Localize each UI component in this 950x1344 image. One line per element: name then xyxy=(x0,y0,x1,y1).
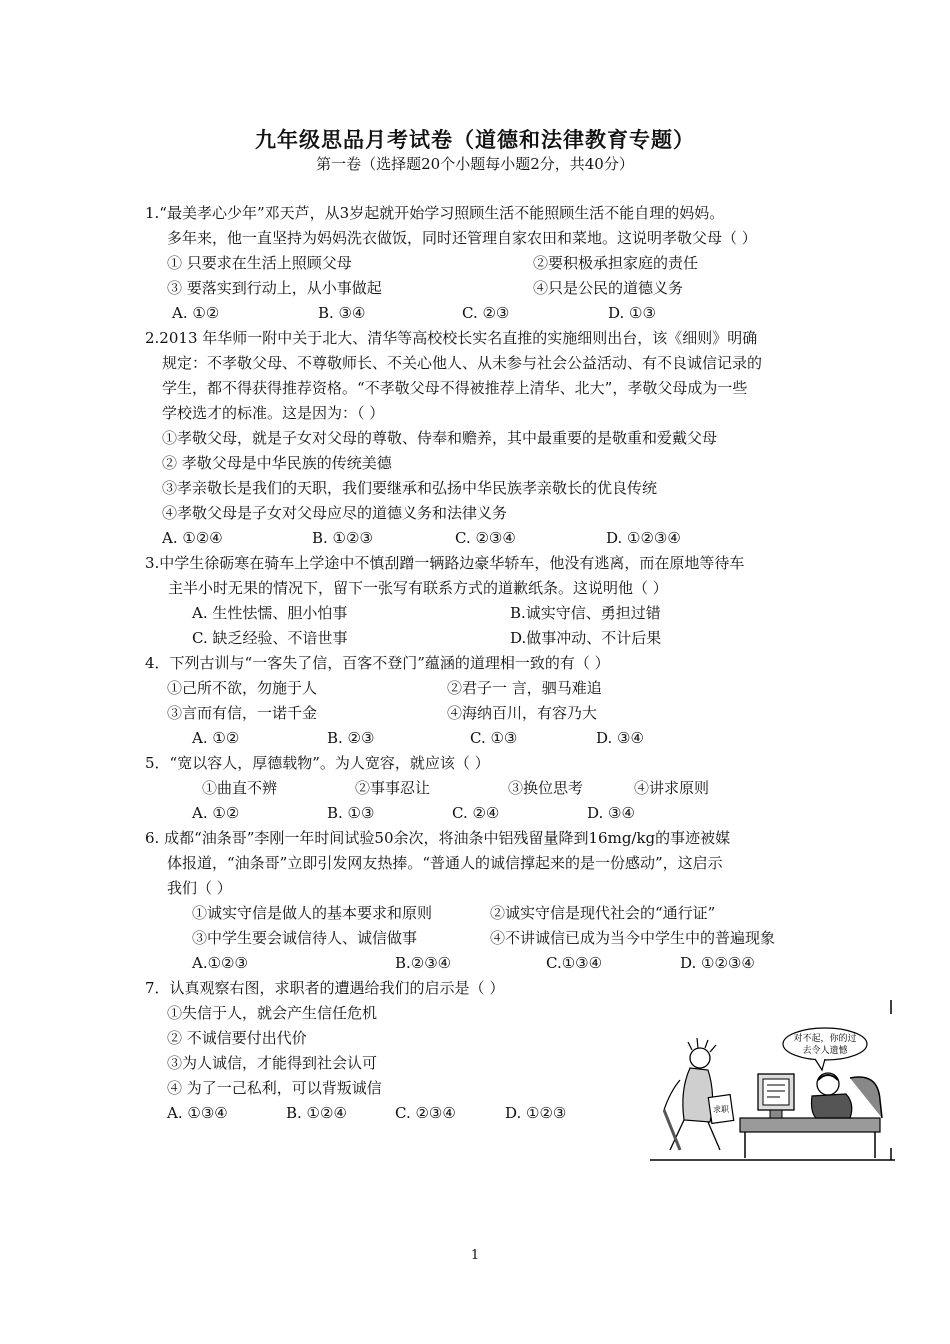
q2-option-2: ② 孝敬父母是中华民族的传统美德 xyxy=(162,454,392,472)
q1-option-1: ① 只要求在生活上照顾父母 xyxy=(167,254,352,272)
q3-stem-line1: 3.中学生徐砺寒在骑车上学途中不慎刮蹭一辆路边豪华轿车，他没有逃离，而在原地等待车 xyxy=(145,554,745,572)
q2-stem-line3: 学生，都不得获得推荐资格。“不孝敬父母不得被推荐上清华、北大”，孝敬父母成为一些 xyxy=(162,379,748,397)
q2-choice-a: A. ①②④ xyxy=(162,529,223,547)
q6-choice-b: B.②③④ xyxy=(395,954,452,972)
q5-stem: 5．“宽以容人，厚德载物”。为人宽容，就应该（ ） xyxy=(145,754,490,772)
q4-option-1: ①己所不欲，勿施于人 xyxy=(167,679,318,697)
q7-option-4: ④ 为了一己私利，可以背叛诚信 xyxy=(167,1079,382,1097)
q4-choice-b: B. ②③ xyxy=(327,729,375,747)
q2-option-1: ①孝敬父母，就是子女对父母的尊敬、侍奉和赡养，其中最重要的是敬重和爱戴父母 xyxy=(162,429,718,447)
q6-choice-a: A.①②③ xyxy=(192,954,248,972)
q6-stem-line1: 6. 成都“油条哥”李刚一年时间试验50余次，将油条中铝残留量降到16mg/kg的事迹被媒 xyxy=(145,829,731,847)
q3-choice-b: B.诚实守信、勇担过错 xyxy=(510,604,661,622)
q6-stem-line2: 体报道，“油条哥”立即引发网友热捧。“普通人的诚信撑起来的是一份感动”，这启示 xyxy=(167,854,723,872)
q4-option-4: ④海纳百川，有容乃大 xyxy=(447,704,598,722)
q7-choice-b: B. ①②④ xyxy=(286,1104,347,1122)
q4-option-2: ②君子一 言，驷马难追 xyxy=(447,679,602,697)
q6-choice-d: D. ①②③④ xyxy=(680,954,755,972)
q2-choice-b: B. ①②③ xyxy=(312,529,373,547)
page-number: 1 xyxy=(470,1248,480,1263)
q4-option-3: ③言而有信，一诺千金 xyxy=(167,704,318,722)
q2-stem-line4: 学校选才的标准。这是因为：（ ） xyxy=(162,404,385,422)
q3-choice-d: D.做事冲动、不计后果 xyxy=(510,629,662,647)
q1-stem-line1: 1.“最美孝心少年”邓天芦，从3岁起就开始学习照顾生活不能照顾生活不能自理的妈妈。 xyxy=(145,204,725,222)
q6-stem-line3: 我们（ ） xyxy=(167,879,232,897)
q5-option-3: ③换位思考 xyxy=(508,779,584,797)
q5-choice-a: A. ①② xyxy=(192,804,240,822)
q2-option-4: ④孝敬父母是子女对父母应尽的道德义务和法律义务 xyxy=(162,504,508,522)
exam-subtitle: 第一卷（选择题20个小题每小题2分，共40分） xyxy=(316,155,634,173)
q1-option-3: ③ 要落实到行动上，从小事做起 xyxy=(167,279,382,297)
q6-option-3: ③中学生要会诚信待人、诚信做事 xyxy=(192,929,418,947)
q3-stem-line2: 主半小时无果的情况下，留下一张写有联系方式的道歉纸条。这说明他（ ） xyxy=(168,579,668,597)
q1-choice-a: A. ①② xyxy=(172,304,220,322)
q4-choice-d: D. ③④ xyxy=(596,729,644,747)
q1-choice-b: B. ③④ xyxy=(318,304,366,322)
q2-choice-d: D. ①②③④ xyxy=(606,529,681,547)
q7-option-2: ② 不诚信要付出代价 xyxy=(167,1029,307,1047)
q7-choice-a: A. ①③④ xyxy=(167,1104,228,1122)
q7-option-3: ③为人诚信，才能得到社会认可 xyxy=(167,1054,378,1072)
q4-stem: 4．下列古训与“一客失了信，百客不登门”蕴涵的道理相一致的有（ ） xyxy=(145,654,610,672)
q4-choice-a: A. ①② xyxy=(192,729,240,747)
q6-option-1: ①诚实守信是做人的基本要求和原则 xyxy=(192,904,433,922)
q2-option-3: ③孝亲敬长是我们的天职，我们要继承和弘扬中华民族孝亲敬长的优良传统 xyxy=(162,479,658,497)
q1-option-4: ④只是公民的道德义务 xyxy=(533,279,684,297)
q7-choice-d: D. ①②③ xyxy=(505,1104,567,1122)
q4-choice-c: C. ①③ xyxy=(470,729,518,747)
q5-choice-d: D. ③④ xyxy=(587,804,635,822)
q5-choice-b: B. ①③ xyxy=(327,804,375,822)
speech-bubble-line1: 对不起，你的过 xyxy=(793,1034,857,1044)
q5-option-1: ①曲直不辨 xyxy=(202,779,278,797)
q5-option-4: ④讲求原则 xyxy=(634,779,710,797)
q2-choice-c: C. ②③④ xyxy=(455,529,516,547)
q6-option-4: ④不讲诚信已成为当今中学生中的普遍现象 xyxy=(490,929,776,947)
q7-stem: 7．认真观察右图，求职者的遭遇给我们的启示是（ ） xyxy=(145,979,505,997)
q3-choice-a: A. 生性怯懦、胆小怕事 xyxy=(192,604,348,622)
q7-option-1: ①失信于人，就会产生信任危机 xyxy=(167,1004,378,1022)
q7-choice-c: C. ②③④ xyxy=(395,1104,456,1122)
speech-bubble-line2: 去令人遗憾 xyxy=(802,1046,848,1056)
q1-choice-c: C. ②③ xyxy=(462,304,510,322)
exam-title: 九年级思品月考试卷（道德和法律教育专题） xyxy=(255,127,695,152)
resume-paper-text: 求职 xyxy=(713,1105,729,1114)
q2-stem-line1: 2.2013 年华师一附中关于北大、清华等高校校长实名直推的实施细则出台，该《细则》明确 xyxy=(145,329,758,347)
q6-choice-c: C.①③④ xyxy=(546,954,603,972)
q3-choice-c: C. 缺乏经验、不谙世事 xyxy=(192,629,348,647)
q5-choice-c: C. ②④ xyxy=(452,804,500,822)
q2-stem-line2: 规定：不孝敬父母、不尊敬师长、不关心他人、从未参与社会公益活动、有不良诚信记录的 xyxy=(162,354,763,372)
q5-option-2: ②事事忍让 xyxy=(355,779,431,797)
job-seeker-cartoon xyxy=(650,1000,895,1162)
q1-stem-line2: 多年来，他一直坚持为妈妈洗衣做饭，同时还管理自家农田和菜地。这说明孝敬父母（ ） xyxy=(167,229,757,247)
q1-choice-d: D. ①③ xyxy=(608,304,656,322)
q6-option-2: ②诚实守信是现代社会的“通行证” xyxy=(490,904,716,922)
q1-option-2: ②要积极承担家庭的责任 xyxy=(533,254,699,272)
